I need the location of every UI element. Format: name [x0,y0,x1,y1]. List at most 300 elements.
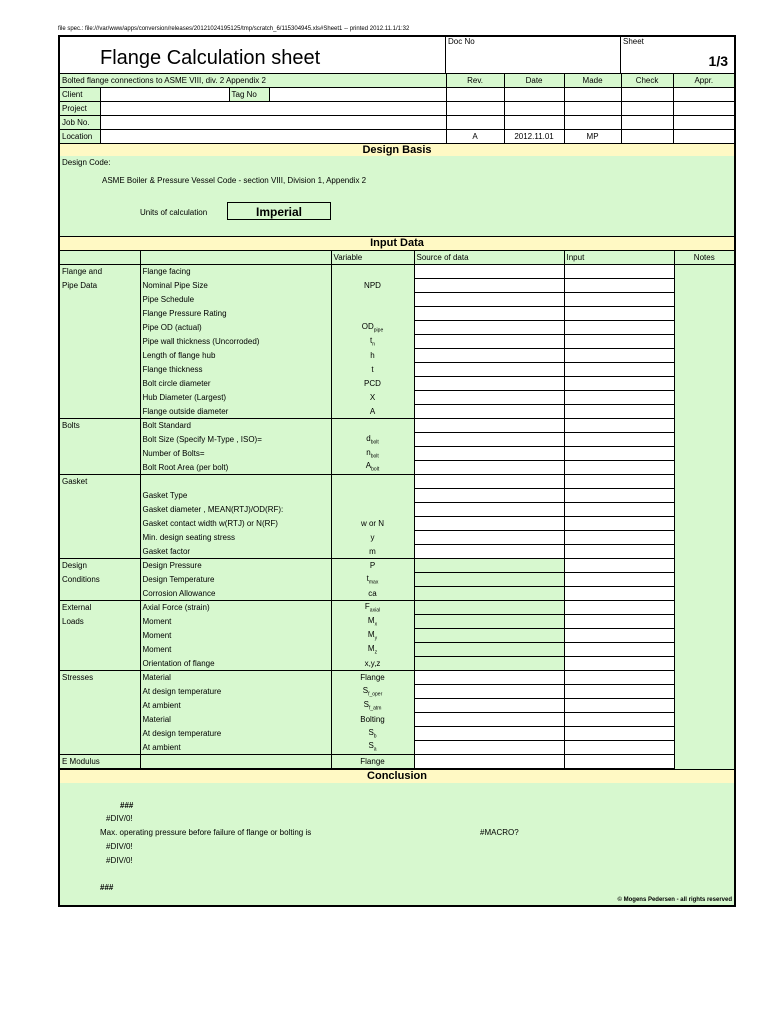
input-cell[interactable] [564,293,674,307]
group-label [60,685,140,699]
input-row [60,531,734,545]
input-row [60,377,734,391]
input-row [60,727,734,741]
variable-symbol: Bolting [360,715,385,724]
group-label [60,349,140,363]
notes-cell[interactable] [674,377,734,391]
variable-symbol: y [370,533,375,542]
notes-cell[interactable] [674,265,734,279]
group-label [60,419,140,433]
location-label: Location [60,130,100,144]
source-cell[interactable] [414,489,564,503]
group-label [60,405,140,419]
row-label: Min. design seating stress [140,531,331,545]
input-row [60,419,734,433]
row-variable [331,461,414,475]
group-label [60,615,140,629]
row-variable [331,657,414,671]
check-cell[interactable] [621,88,673,102]
rev-cell[interactable] [446,116,504,130]
input-cell[interactable] [564,447,674,461]
input-row [60,475,734,489]
client-value[interactable] [100,88,229,102]
input-row [60,307,734,321]
design-basis-section [60,156,734,236]
variable-symbol: P [369,561,376,571]
variable-symbol: t [369,335,373,345]
row-variable [331,405,414,419]
notes-cell[interactable] [674,727,734,741]
row-label: Design Pressure [140,559,331,573]
input-cell[interactable] [564,419,674,433]
notes-cell[interactable] [674,657,734,671]
appr-cell[interactable] [673,116,734,130]
tag-no-value[interactable] [269,88,446,102]
conclusion-line-3: Max. operating pressure before failure of flange or bolting is [100,828,312,837]
source-cell[interactable] [414,517,564,531]
notes-cell[interactable] [674,643,734,657]
notes-cell[interactable] [674,349,734,363]
row-variable [331,671,414,685]
variable-symbol: NPD [364,281,381,290]
doc-no-cell [446,37,621,73]
group-label [60,307,140,321]
notes-cell[interactable] [674,447,734,461]
group-name: E Modulus [62,757,100,766]
notes-cell[interactable] [674,741,734,755]
row-variable [331,559,414,573]
subtitle: Bolted flange connections to ASME VIII, div. 2 Appendix 2 [60,74,446,88]
row-variable [331,727,414,741]
input-cell[interactable] [564,685,674,699]
group-label [60,727,140,741]
input-row [60,293,734,307]
date-label: Date [504,74,564,88]
sheet-title: Flange Calculation sheet [100,47,321,69]
sheet-cell [621,37,734,73]
notes-cell[interactable] [674,755,734,769]
row-variable [331,279,414,293]
col-source: Source of data [414,251,564,265]
input-row [60,265,734,279]
source-cell[interactable] [414,321,564,335]
appr-cell[interactable] [673,130,734,144]
variable-symbol: S [368,741,374,751]
input-cell[interactable] [564,503,674,517]
source-cell[interactable] [414,461,564,475]
source-cell[interactable] [414,405,564,419]
input-cell[interactable] [564,629,674,643]
variable-subscript: z [374,649,378,656]
variable-symbol: PCD [364,379,381,388]
col-description [140,251,331,265]
input-cell[interactable] [564,279,674,293]
group-label [60,377,140,391]
row-label: Gasket contact width w(RTJ) or N(RF) [140,517,331,531]
row-label: Number of Bolts= [140,447,331,461]
source-cell[interactable] [414,335,564,349]
row-variable [331,265,414,279]
group-label [60,671,140,685]
group-label [60,601,140,615]
sheet-label: Sheet [623,37,644,46]
row-variable [331,615,414,629]
group-name: Gasket [62,477,88,487]
conclusion-line-1: ### [120,801,134,810]
row-label: Moment [140,629,331,643]
group-name: External [62,603,92,613]
notes-cell[interactable] [674,405,734,419]
col-input: Input [564,251,674,265]
source-cell[interactable] [414,279,564,293]
variable-symbol: Flange [360,673,385,683]
source-cell[interactable] [414,349,564,363]
input-row [60,447,734,461]
notes-cell[interactable] [674,335,734,349]
appr-cell[interactable] [673,102,734,116]
source-cell[interactable] [414,615,564,629]
input-row [60,461,734,475]
input-cell[interactable] [564,559,674,573]
row-label: Bolt Root Area (per bolt) [140,461,331,475]
date-value[interactable]: 2012.11.01 [504,130,564,144]
check-cell[interactable] [621,116,673,130]
design-code-text: ASME Boiler & Pressure Vessel Code - section VIII, Division 1, Appendix 2 [102,176,367,185]
variable-subscript: axial [369,607,381,614]
group-label [60,293,140,307]
notes-cell[interactable] [674,629,734,643]
variable-symbol: M [367,643,375,653]
row-label: Length of flange hub [140,349,331,363]
source-cell[interactable] [414,643,564,657]
notes-cell[interactable] [674,363,734,377]
variable-subscript: f_oper [368,691,383,698]
row-variable [331,741,414,755]
units-select[interactable]: Imperial [227,202,331,220]
variable-symbol: w or N [360,519,385,528]
row-variable [331,685,414,699]
made-cell[interactable] [564,88,621,102]
notes-cell[interactable] [674,279,734,293]
row-variable [331,391,414,405]
group-name: Flange and [62,267,103,277]
calculation-sheet [58,35,736,907]
group-name: Loads [62,617,84,626]
input-row [60,685,734,699]
made-cell[interactable] [564,102,621,116]
input-cell[interactable] [564,727,674,741]
notes-cell[interactable] [674,307,734,321]
variable-symbol: x,y,z [364,658,381,668]
row-variable [331,531,414,545]
date-cell[interactable] [504,88,564,102]
conclusion-line-2: #DIV/0! [106,814,133,823]
row-variable [331,755,414,769]
notes-cell[interactable] [674,573,734,587]
notes-cell[interactable] [674,685,734,699]
row-variable [331,503,414,517]
notes-cell[interactable] [674,461,734,475]
input-cell[interactable] [564,461,674,475]
input-cell[interactable] [564,377,674,391]
variable-symbol: d [366,433,371,443]
notes-cell[interactable] [674,531,734,545]
source-cell[interactable] [414,727,564,741]
input-row [60,433,734,447]
source-cell[interactable] [414,531,564,545]
group-label [60,461,140,475]
variable-symbol: t [371,365,374,374]
row-label: Flange Pressure Rating [140,307,331,321]
source-cell[interactable] [414,391,564,405]
row-variable [331,349,414,363]
row-label: Flange thickness [140,363,331,377]
group-name: Bolts [62,421,80,431]
variable-symbol: Flange [360,757,385,766]
row-label: Gasket diameter , MEAN(RTJ)/OD(RF): [140,503,331,517]
source-cell[interactable] [414,503,564,517]
group-label [60,657,140,671]
group-label [60,475,140,489]
row-variable [331,699,414,713]
input-cell[interactable] [564,657,674,671]
notes-cell[interactable] [674,475,734,489]
row-variable [331,573,414,587]
input-row [60,391,734,405]
source-cell[interactable] [414,433,564,447]
input-cell[interactable] [564,755,674,769]
row-variable [331,307,414,321]
variable-subscript: a [373,747,377,754]
input-cell[interactable] [564,545,674,559]
source-cell[interactable] [414,629,564,643]
input-row [60,713,734,727]
location-value[interactable] [100,130,446,144]
source-cell[interactable] [414,685,564,699]
row-label [140,475,331,489]
source-cell[interactable] [414,587,564,601]
variable-subscript: pipe [373,327,384,334]
input-cell[interactable] [564,307,674,321]
sheet-number: 1/3 [708,53,728,69]
source-cell[interactable] [414,671,564,685]
group-label [60,321,140,335]
notes-cell[interactable] [674,433,734,447]
source-cell[interactable] [414,293,564,307]
check-cell[interactable] [621,130,673,144]
row-variable [331,517,414,531]
row-label: At ambient [140,699,331,713]
source-cell[interactable] [414,657,564,671]
input-cell[interactable] [564,615,674,629]
notes-cell[interactable] [674,503,734,517]
input-cell[interactable] [564,573,674,587]
col-variable: Variable [331,251,414,265]
input-cell[interactable] [564,475,674,489]
source-cell[interactable] [414,545,564,559]
input-row [60,657,734,671]
notes-cell[interactable] [674,517,734,531]
notes-cell[interactable] [674,699,734,713]
notes-cell[interactable] [674,391,734,405]
rev-cell[interactable] [446,88,504,102]
input-row [60,335,734,349]
input-cell[interactable] [564,531,674,545]
input-cell[interactable] [564,713,674,727]
source-cell[interactable] [414,307,564,321]
input-row [60,517,734,531]
group-label [60,489,140,503]
design-basis-heading: Design Basis [60,143,734,158]
notes-cell[interactable] [674,545,734,559]
row-variable [331,433,414,447]
source-cell[interactable] [414,699,564,713]
source-cell[interactable] [414,713,564,727]
notes-cell[interactable] [674,587,734,601]
units-label: Units of calculation [140,208,208,217]
rev-value[interactable]: A [446,130,504,144]
group-name: Conditions [62,575,100,584]
input-row [60,643,734,657]
variable-symbol: S [368,727,374,737]
source-cell[interactable] [414,447,564,461]
tag-no-label: Tag No [229,88,269,102]
notes-cell[interactable] [674,321,734,335]
group-label [60,587,140,601]
source-cell[interactable] [414,755,564,769]
group-label [60,447,140,461]
row-variable [331,489,414,503]
row-label: Flange outside diameter [140,405,331,419]
row-variable [331,601,414,615]
input-cell[interactable] [564,321,674,335]
macro-error: #MACRO? [480,828,519,837]
row-variable [331,293,414,307]
input-cell[interactable] [564,699,674,713]
input-row [60,545,734,559]
made-value[interactable]: MP [564,130,621,144]
input-row [60,671,734,685]
input-cell[interactable] [564,643,674,657]
date-cell[interactable] [504,102,564,116]
input-cell[interactable] [564,405,674,419]
row-label: Moment [140,643,331,657]
conclusion-section [60,783,734,905]
source-cell[interactable] [414,265,564,279]
header-table [60,73,734,144]
input-row [60,629,734,643]
job-no-value[interactable] [100,116,446,130]
notes-cell[interactable] [674,671,734,685]
row-label: Design Temperature [140,573,331,587]
notes-cell[interactable] [674,419,734,433]
made-cell[interactable] [564,116,621,130]
input-cell[interactable] [564,433,674,447]
variable-symbol: M [367,629,375,639]
row-label: Nominal Pipe Size [140,279,331,293]
row-variable [331,335,414,349]
group-label [60,741,140,755]
group-label [60,335,140,349]
source-cell[interactable] [414,363,564,377]
input-cell[interactable] [564,601,674,615]
group-name: Stresses [62,673,94,683]
source-cell[interactable] [414,475,564,489]
row-variable [331,447,414,461]
group-label [60,713,140,727]
row-variable [331,475,414,489]
source-cell[interactable] [414,559,564,573]
check-cell[interactable] [621,102,673,116]
row-label: Corrosion Allowance [140,587,331,601]
row-variable [331,321,414,335]
row-label: Pipe Schedule [140,293,331,307]
appr-cell[interactable] [673,88,734,102]
rev-label: Rev. [446,74,504,88]
group-label [60,699,140,713]
source-cell[interactable] [414,741,564,755]
input-cell[interactable] [564,741,674,755]
variable-subscript: y [374,635,378,642]
input-cell[interactable] [564,671,674,685]
notes-cell[interactable] [674,559,734,573]
input-cell[interactable] [564,587,674,601]
group-label [60,517,140,531]
notes-cell[interactable] [674,713,734,727]
row-label: Axial Force (strain) [140,601,331,615]
variable-symbol: n [366,447,371,457]
input-row [60,601,734,615]
input-cell[interactable] [564,391,674,405]
notes-cell[interactable] [674,615,734,629]
input-cell[interactable] [564,489,674,503]
check-label: Check [621,74,673,88]
variable-symbol: t [366,573,369,583]
input-cell[interactable] [564,349,674,363]
group-label [60,503,140,517]
variable-symbol: X [369,393,376,402]
source-cell[interactable] [414,601,564,615]
notes-cell[interactable] [674,489,734,503]
input-data-table [60,250,734,769]
notes-cell[interactable] [674,293,734,307]
notes-cell[interactable] [674,601,734,615]
project-value[interactable] [100,102,446,116]
variable-symbol: h [370,351,375,360]
rev-cell[interactable] [446,102,504,116]
row-variable [331,713,414,727]
design-code-label: Design Code: [62,158,111,167]
row-label: Pipe wall thickness (Uncorroded) [140,335,331,349]
input-row [60,321,734,335]
variable-subscript: max [368,579,379,586]
variable-subscript: bolt [371,467,380,474]
source-cell[interactable] [414,377,564,391]
source-cell[interactable] [414,573,564,587]
source-cell[interactable] [414,419,564,433]
input-cell[interactable] [564,517,674,531]
group-name: Design [62,561,87,571]
project-label: Project [60,102,100,116]
input-cell[interactable] [564,363,674,377]
group-label [60,265,140,279]
conclusion-line-4: #DIV/0! [106,842,133,851]
input-cell[interactable] [564,335,674,349]
date-cell[interactable] [504,116,564,130]
row-label: Material [140,671,331,685]
input-cell[interactable] [564,265,674,279]
row-label [140,755,331,769]
